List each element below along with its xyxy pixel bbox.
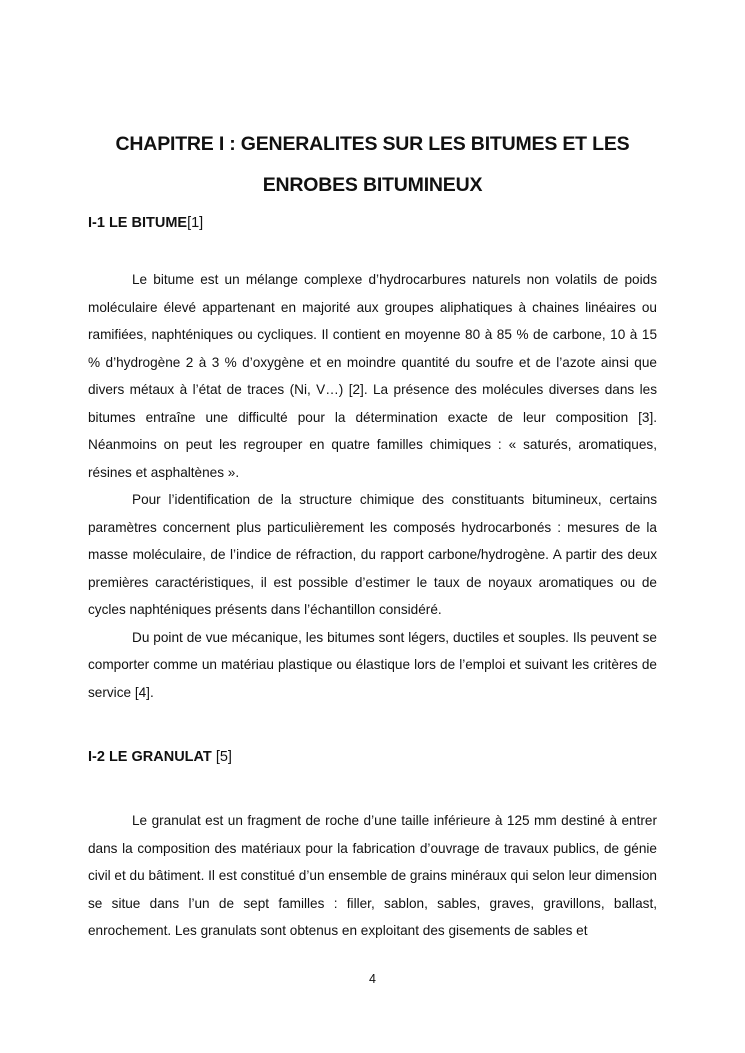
section-body-bitume [88, 266, 657, 706]
section-heading-granulat-ref: [5] [215, 749, 232, 765]
paragraph-bitume-composition: Le bitume est un mélange complexe d’hydrocarbures naturels non volatils de poids moléculaire élevé appartenant en majorité aux groupes aliphatiques à chaines linéaires ou ramifiées, naphténiques ou cycliques. Il contient en moyenne 80 à 85 % de carbone, 10 à 15 % d’hydrogène 2 à 3 % d’oxygène et en moindre quantité du soufre et de l’azote ainsi que divers métaux à l’état de traces (Ni, V…) [2]. La présence des molécules diverses dans les bitumes entraîne une difficulté pour la détermination exacte de leur composition [3]. Néanmoins on peut les regrouper en quatre familles chimiques : « saturés, aromatiques, résines et asphaltènes ». [88, 272, 657, 480]
section-heading-bitume-text: I-1 LE BITUME [88, 215, 188, 231]
section-heading-granulat [88, 749, 232, 765]
page-number: 4 [369, 972, 376, 986]
chapter-title-line-1: CHAPITRE I : GENERALITES SUR LES BITUMES ET LES [115, 133, 630, 155]
section-body-granulat [88, 807, 657, 945]
section-heading-bitume-ref: [1] [187, 215, 204, 231]
section-heading-granulat-text: I-2 LE GRANULAT [88, 749, 212, 765]
paragraph-bitume-identification: Pour l’identification de la structure chimique des constituants bitumineux, certains paramètres concernent plus particulièrement les composés hydrocarbonés : mesures de la masse moléculaire, de l’indice de réfraction, du rapport carbone/hydrogène. A partir des deux premières caractéristiques, il est possible d’estimer le taux de noyaux aromatiques ou de cycles naphténiques présents dans l’échantillon considéré. [88, 492, 657, 617]
section-heading-bitume [88, 215, 203, 231]
paragraph-granulat-definition: Le granulat est un fragment de roche d’une taille inférieure à 125 mm destiné à entrer dans la composition des matériaux pour la fabrication d’ouvrage de travaux publics, de génie civil et du bâtiment. Il est constitué d’un ensemble de grains minéraux qui selon leur dimension se situe dans l’un de sept familles : filler, sablon, sables, graves, gravillons, ballast, enrochement. Les granulats sont obtenus en exploitant des gisements de sables et [88, 813, 657, 938]
chapter-title-line-2: ENROBES BITUMINEUX [262, 174, 483, 196]
paragraph-bitume-mecanique: Du point de vue mécanique, les bitumes sont légers, ductiles et souples. Ils peuvent se comporter comme un matériau plastique ou élastique lors de l’emploi et suivant les critères de service [4]. [88, 629, 657, 700]
